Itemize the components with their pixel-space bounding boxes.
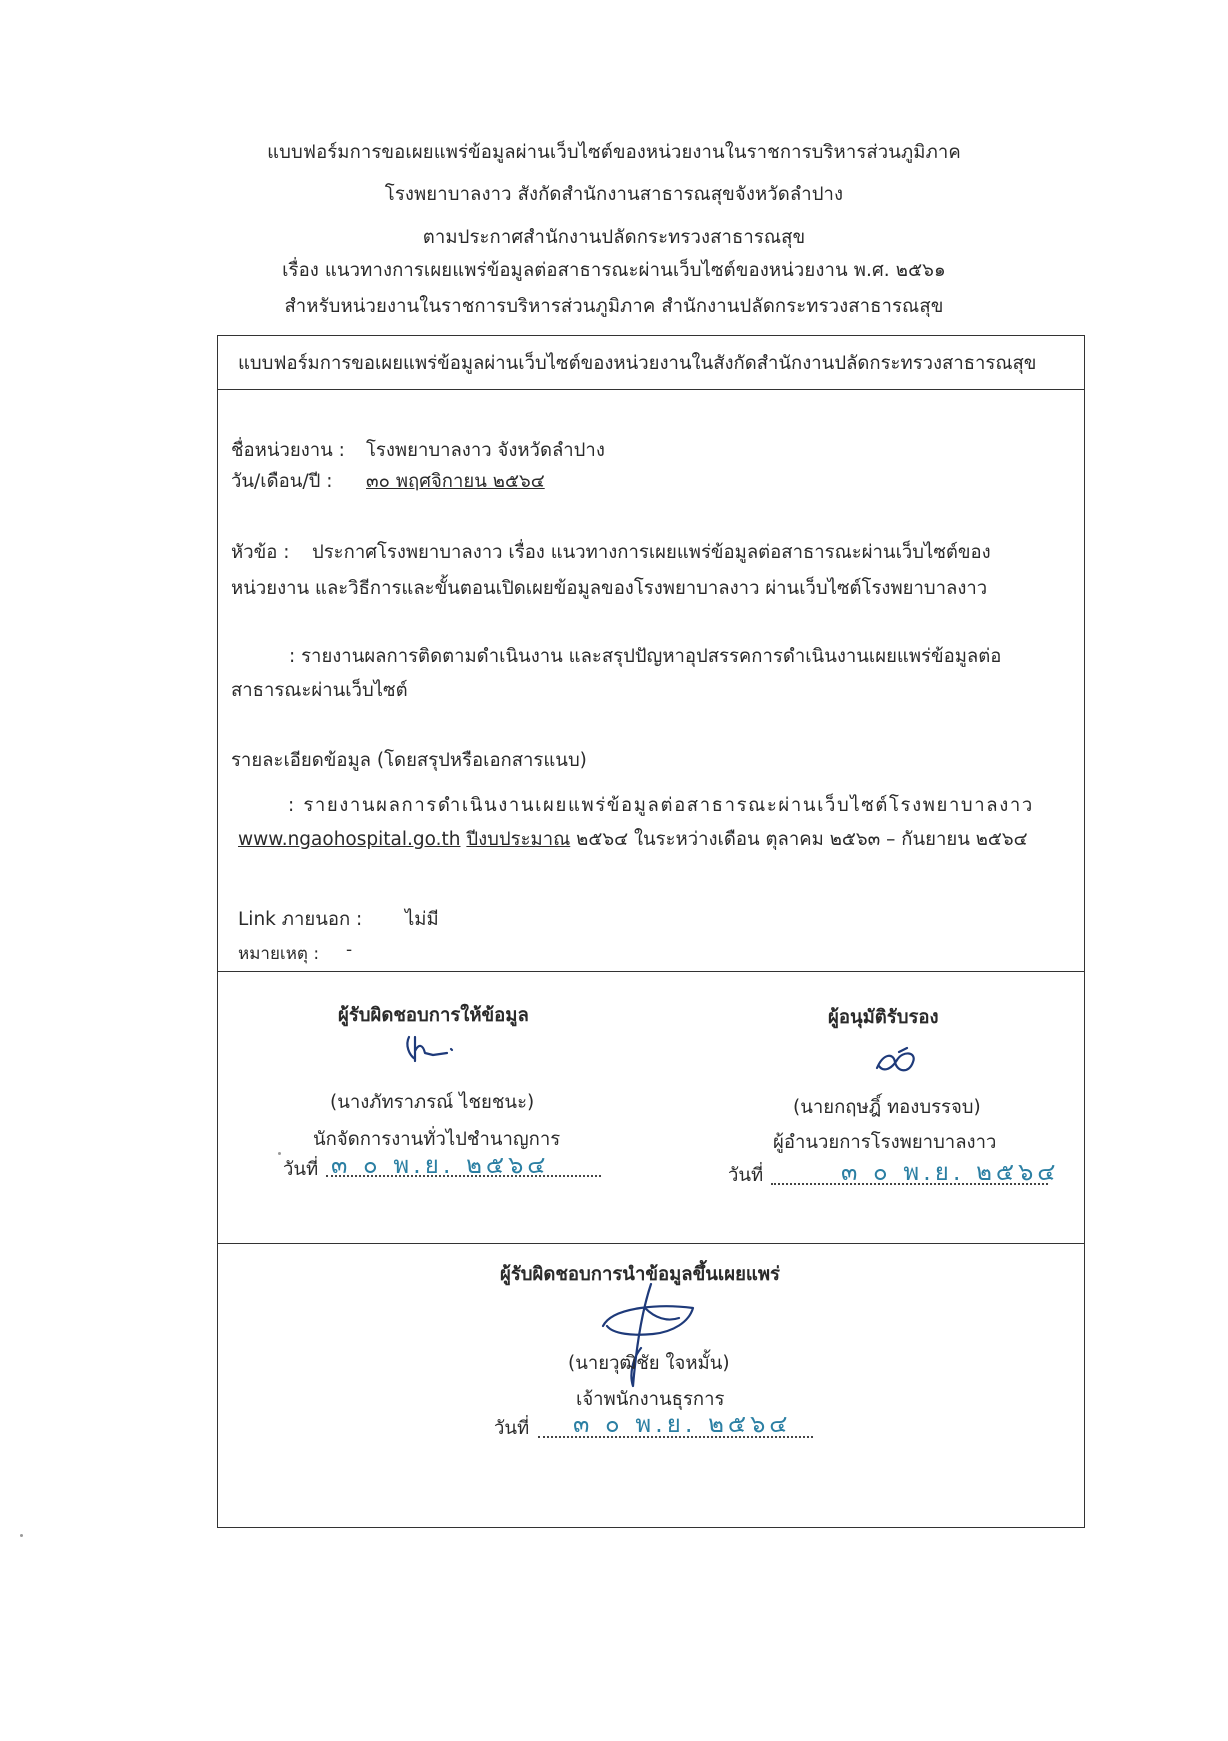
topic-line-1: ประกาศโรงพยาบาลงาว เรื่อง แนวทางการเผยแพร่ข้อมูลต่อสาธารณะผ่านเว็บไซต์ของ — [312, 542, 991, 563]
publisher-date-stamp: ๓ ๐ พ.ย. ๒๕๖๔ — [573, 1410, 792, 1438]
topic-line-2: หน่วยงาน และวิธีการและขั้นตอนเปิดเผยข้อมูลของโรงพยาบาลงาว ผ่านเว็บไซต์โรงพยาบาลงาว — [231, 578, 988, 599]
report-line-2: สาธารณะผ่านเว็บไซต์ — [231, 680, 408, 701]
publisher-title: ผู้รับผิดชอบการนำข้อมูลขึ้นเผยแพร่ — [500, 1264, 780, 1285]
header-line-2: โรงพยาบาลงาว สังกัดสำนักงานสาธารณสุขจังหวัดลำปาง — [384, 184, 844, 205]
scan-speck — [278, 1152, 281, 1155]
responsible-title: ผู้รับผิดชอบการให้ข้อมูล — [338, 1005, 529, 1026]
topic-label: หัวข้อ : — [231, 542, 290, 563]
budget-year-label: ปีงบประมาณ — [466, 829, 571, 850]
responsible-name: (นางภัทราภรณ์ ไชยชนะ) — [330, 1092, 535, 1113]
form-box-title: แบบฟอร์มการขอเผยแพร่ข้อมูลผ่านเว็บไซต์ของหน่วยงานในสังกัดสำนักงานปลัดกระทรวงสาธารณสุข — [238, 353, 1037, 374]
approver-date-label: วันที่ — [728, 1165, 764, 1186]
details-period: ๒๕๖๔ ในระหว่างเดือน ตุลาคม ๒๕๖๓ – กันยายน ๒๕๖๔ — [576, 829, 1028, 850]
publisher-date-label: วันที่ — [494, 1418, 530, 1439]
note-label: หมายเหตุ : — [238, 944, 320, 964]
website-link[interactable]: www.ngaohospital.go.th — [238, 829, 461, 850]
responsible-date-stamp: ๓ ๐ พ.ย. ๒๕๖๔ — [331, 1151, 550, 1179]
header-line-3: ตามประกาศสำนักงานปลัดกระทรวงสาธารณสุข — [422, 227, 806, 248]
approver-title: ผู้อนุมัติรับรอง — [828, 1007, 939, 1028]
header-line-5: สำหรับหน่วยงานในราชการบริหารส่วนภูมิภาค สำนักงานปลัดกระทรวงสาธารณสุข — [284, 296, 944, 317]
unit-value: โรงพยาบาลงาว จังหวัดลำปาง — [366, 440, 605, 461]
form-box — [217, 335, 1085, 1528]
details-line-2 — [238, 825, 1028, 854]
date-label: วัน/เดือน/ปี : — [231, 471, 333, 492]
approver-date-stamp: ๓ ๐ พ.ย. ๒๕๖๔ — [841, 1158, 1060, 1186]
note-value: - — [346, 940, 353, 960]
divider — [218, 1243, 1084, 1244]
approver-position: ผู้อำนวยการโรงพยาบาลงาว — [773, 1132, 997, 1153]
responsible-date-label: วันที่ — [283, 1159, 319, 1180]
publisher-signature — [593, 1278, 703, 1398]
scan-speck — [20, 1534, 23, 1537]
external-link-value: ไม่มี — [405, 909, 439, 930]
responsible-position: นักจัดการงานทั่วไปชำนาญการ — [313, 1129, 561, 1150]
publisher-position: เจ้าพนักงานธุรการ — [576, 1389, 725, 1410]
approver-name: (นายกฤษฎิ์ ทองบรรจบ) — [793, 1097, 981, 1118]
date-value: ๓๐ พฤศจิกายน ๒๕๖๔ — [366, 471, 545, 492]
report-line-1: : รายงานผลการติดตามดำเนินงาน และสรุปปัญหาอุปสรรคการดำเนินงานเผยแพร่ข้อมูลต่อ — [289, 646, 1002, 667]
responsible-signature — [403, 1033, 459, 1067]
divider — [218, 389, 1084, 390]
details-line-1: : รายงานผลการดำเนินงานเผยแพร่ข้อมูลต่อสาธารณะผ่านเว็บไซต์โรงพยาบาลงาว — [288, 795, 1034, 816]
header-line-4: เรื่อง แนวทางการเผยแพร่ข้อมูลต่อสาธารณะผ่านเว็บไซต์ของหน่วยงาน พ.ศ. ๒๕๖๑ — [282, 260, 946, 281]
approver-signature — [873, 1046, 925, 1080]
publisher-name: (นายวุฒิชัย ใจหมั้น) — [568, 1353, 730, 1374]
external-link-label: Link ภายนอก : — [238, 909, 363, 930]
divider — [218, 971, 1084, 972]
unit-label: ชื่อหน่วยงาน : — [231, 440, 345, 461]
details-label: รายละเอียดข้อมูล (โดยสรุปหรือเอกสารแนบ) — [231, 750, 587, 771]
header-line-1: แบบฟอร์มการขอเผยแพร่ข้อมูลผ่านเว็บไซต์ของหน่วยงานในราชการบริหารส่วนภูมิภาค — [267, 142, 961, 163]
